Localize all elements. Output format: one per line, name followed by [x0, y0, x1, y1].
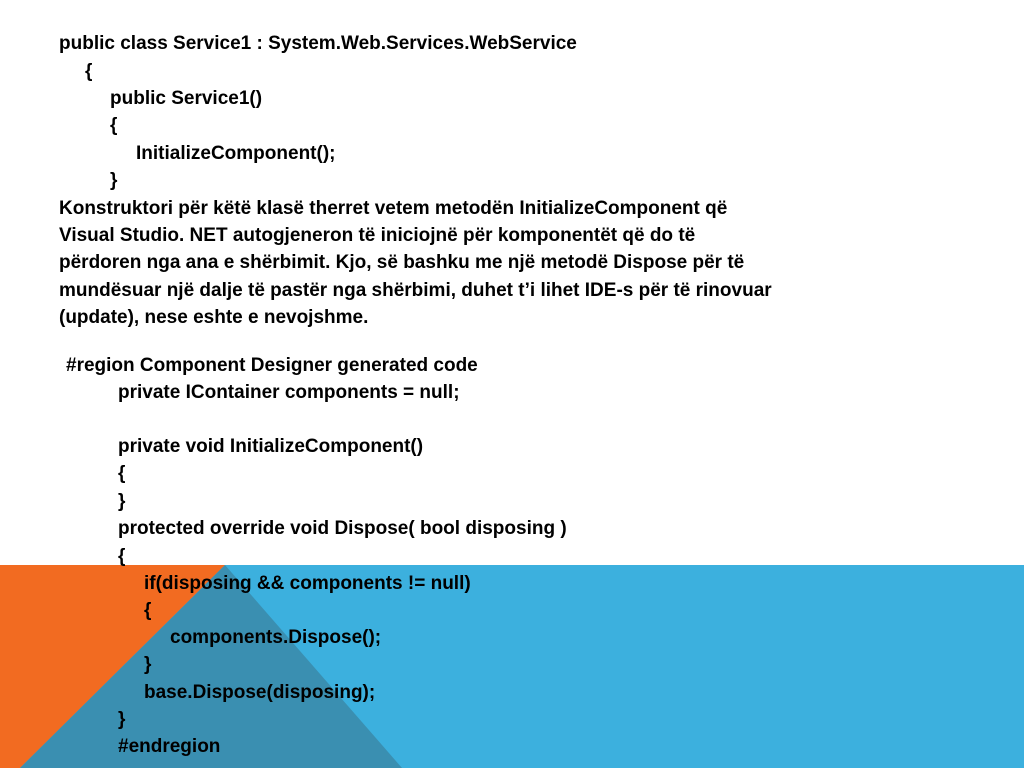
code-line: private void InitializeComponent() [118, 436, 424, 457]
code-line: #endregion [118, 736, 221, 757]
code-line: } [110, 170, 118, 191]
code-line: public Service1() [110, 88, 263, 109]
code-line: } [118, 491, 126, 512]
code-line: { [144, 600, 152, 621]
code-line: components.Dispose(); [170, 627, 382, 648]
code-line: } [144, 654, 152, 675]
code-line: { [110, 115, 118, 136]
code-line: base.Dispose(disposing); [144, 682, 376, 703]
code-line: { [118, 546, 126, 567]
paragraph-line: (update), nese eshte e nevojshme. [59, 307, 369, 328]
code-line: { [118, 463, 126, 484]
paragraph-line: Konstruktori për këtë klasë therret vetem metodën InitializeComponent që [59, 198, 728, 219]
paragraph-line: përdoren nga ana e shërbimit. Kjo, së bashku me një metodë Dispose për të [59, 252, 745, 273]
code-line: { [85, 61, 93, 82]
code-line: protected override void Dispose( bool disposing ) [118, 518, 567, 539]
code-line: } [118, 709, 126, 730]
code-line: public class Service1 : System.Web.Services.WebService [59, 33, 577, 54]
code-line: #region Component Designer generated code [66, 355, 478, 376]
paragraph-line: mundësuar një dalje të pastër nga shërbimi, duhet t’i lihet IDE-s për të rinovuar [59, 280, 772, 301]
code-line: if(disposing && components != null) [144, 573, 471, 594]
code-line: private IContainer components = null; [118, 382, 460, 403]
code-line: InitializeComponent(); [136, 143, 336, 164]
paragraph-line: Visual Studio. NET autogjeneron të iniciojnë për komponentët që do të [59, 225, 696, 246]
